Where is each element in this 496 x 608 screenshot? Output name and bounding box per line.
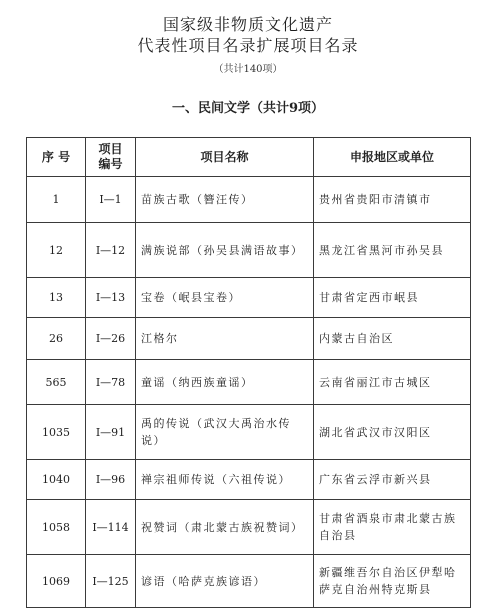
serial-cell: 1040 — [27, 460, 86, 500]
code-cell: Ⅰ—1 — [86, 177, 136, 223]
table-row — [27, 360, 471, 405]
serial-cell: 13 — [27, 278, 86, 318]
area-cell: 广东省云浮市新兴县 — [314, 460, 471, 500]
code-cell: Ⅰ—78 — [86, 360, 136, 405]
column-header-name: 项目名称 — [136, 138, 314, 177]
serial-cell: 12 — [27, 223, 86, 278]
area-cell: 新疆维吾尔自治区伊犁哈萨克自治州特克斯县 — [314, 555, 471, 608]
document-title-line-2: 代表性项目名录扩展项目名录 — [137, 36, 359, 55]
name-cell: 禅宗祖师传说（六祖传说） — [136, 460, 314, 500]
code-cell: Ⅰ—114 — [86, 500, 136, 555]
code-cell: Ⅰ—12 — [86, 223, 136, 278]
name-cell: 满族说部（孙吴县满语故事） — [136, 223, 314, 278]
area-cell: 湖北省武汉市汉阳区 — [314, 405, 471, 460]
code-cell: Ⅰ—26 — [86, 318, 136, 360]
table-row — [27, 460, 471, 500]
code-cell: Ⅰ—96 — [86, 460, 136, 500]
name-cell: 宝卷（岷县宝卷） — [136, 278, 314, 318]
project-table — [26, 137, 471, 608]
column-header-code: 项目 编号 — [86, 138, 136, 177]
table-row — [27, 318, 471, 360]
serial-cell: 1069 — [27, 555, 86, 608]
column-header-area: 申报地区或单位 — [314, 138, 471, 177]
column-header-serial: 序 号 — [27, 138, 86, 177]
table-header — [27, 138, 471, 177]
area-cell: 内蒙古自治区 — [314, 318, 471, 360]
area-cell: 贵州省贵阳市清镇市 — [314, 177, 471, 223]
area-cell: 甘肃省定西市岷县 — [314, 278, 471, 318]
area-cell: 黑龙江省黑河市孙吴县 — [314, 223, 471, 278]
table-row — [27, 405, 471, 460]
document-title-line-1: 国家级非物质文化遗产 — [162, 15, 333, 34]
serial-cell: 1058 — [27, 500, 86, 555]
serial-cell: 565 — [27, 360, 86, 405]
code-cell: Ⅰ—91 — [86, 405, 136, 460]
name-cell: 谚语（哈萨克族谚语） — [136, 555, 314, 608]
name-cell: 禹的传说（武汉大禹治水传说） — [136, 405, 314, 460]
serial-cell: 26 — [27, 318, 86, 360]
name-cell: 江格尔 — [136, 318, 314, 360]
name-cell: 苗族古歌（簪汪传） — [136, 177, 314, 223]
serial-cell: 1035 — [27, 405, 86, 460]
table-row — [27, 223, 471, 278]
area-cell: 甘肃省酒泉市肃北蒙古族自治县 — [314, 500, 471, 555]
code-cell: Ⅰ—13 — [86, 278, 136, 318]
area-cell: 云南省丽江市古城区 — [314, 360, 471, 405]
table-row — [27, 500, 471, 555]
name-cell: 祝赞词（肃北蒙古族祝赞词） — [136, 500, 314, 555]
table-body — [27, 177, 471, 608]
section-heading: 一、民间文学（共计9项） — [171, 101, 325, 116]
name-cell: 童谣（纳西族童谣） — [136, 360, 314, 405]
table-row — [27, 278, 471, 318]
code-cell: Ⅰ—125 — [86, 555, 136, 608]
total-count: （共计140项） — [213, 64, 283, 75]
serial-cell: 1 — [27, 177, 86, 223]
table-row — [27, 177, 471, 223]
